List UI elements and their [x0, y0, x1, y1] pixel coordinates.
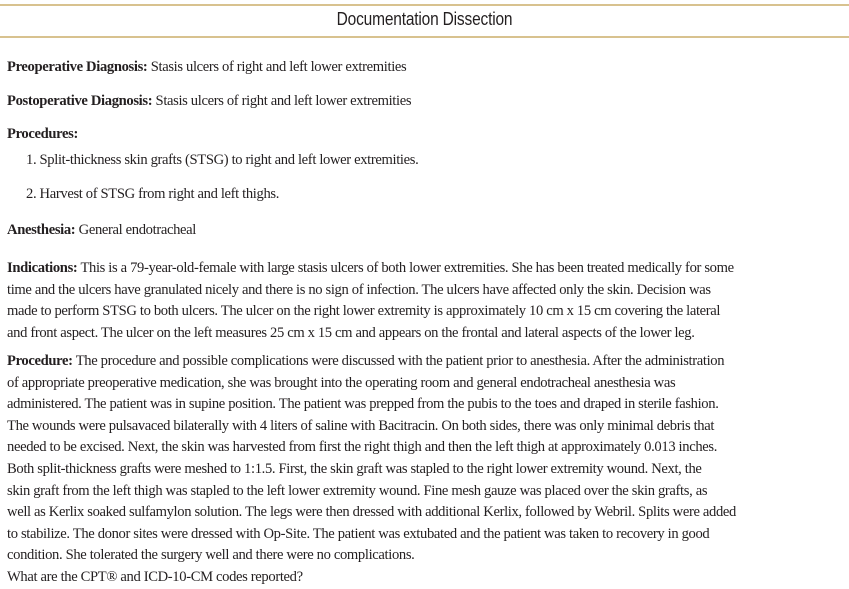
indications-label: Indications:	[7, 260, 78, 276]
procedures-label: Procedures:	[7, 126, 78, 142]
anesthesia-label: Anesthesia:	[7, 222, 76, 238]
text-line: condition. She tolerated the surgery well and there were no complications.	[7, 547, 415, 564]
procedure-item-2: 2. Harvest of STSG from right and left thighs.	[26, 186, 280, 202]
preop-label: Preoperative Diagnosis:	[7, 59, 148, 75]
text-line: well as Kerlix soaked sulfamylon solution. The legs were then dressed with additional Kerlix, followed by Webril. Splits were added	[7, 504, 736, 521]
procedures-item	[26, 150, 418, 172]
postop-text: Stasis ulcers of right and left lower extremities	[155, 93, 412, 109]
text-line: needed to be excised. Next, the skin was harvested from first the right thigh and then the left thigh at approximately 0.013 inches.	[7, 439, 718, 456]
anesthesia	[7, 220, 196, 242]
text-line: This is a 79-year-old-female with large stasis ulcers of both lower extremities. She has been treated medically for some	[80, 260, 734, 276]
indications-paragraph	[7, 258, 734, 344]
anesthesia-text: General endotracheal	[78, 222, 196, 238]
preop-text: Stasis ulcers of right and left lower extremities	[150, 59, 407, 75]
text-line: time and the ulcers have granulated nicely and there is no sign of infection. The ulcers have affected only the skin. Decision was	[7, 281, 711, 298]
procedure-label: Procedure:	[7, 353, 73, 369]
header-top-rule	[0, 4, 849, 6]
procedures-item	[26, 184, 279, 206]
text-line: The procedure and possible complications were discussed with the patient prior to anesthesia. After the administration	[75, 353, 725, 369]
text-line: of appropriate preoperative medication, she was brought into the operating room and general endotracheal anesthesia was	[7, 374, 676, 391]
preoperative-diagnosis	[7, 57, 406, 79]
text-line: to stabilize. The donor sites were dressed with Op-Site. The patient was extubated and the patient was taken to recovery in good	[7, 525, 710, 542]
page-title: Documentation Dissection	[336, 9, 513, 29]
procedures-label-block	[7, 124, 78, 146]
header-bottom-rule	[0, 36, 849, 38]
question-text: What are the CPT® and ICD-10-CM codes reported?	[7, 569, 303, 585]
text-line: made to perform STSG to both ulcers. The ulcer on the right lower extremity is approximately 10 cm x 15 cm covering the lateral	[7, 303, 721, 320]
postop-label: Postoperative Diagnosis:	[7, 93, 153, 109]
procedure-paragraph	[7, 351, 736, 567]
text-line: The wounds were pulsavaced bilaterally with 4 liters of saline with Bacitracin. On both sides, there was only minimal debris that	[7, 417, 715, 434]
text-line: skin graft from the left thigh was stapled to the left lower extremity wound. Fine mesh gauze was placed over the skin grafts, as	[7, 482, 708, 499]
text-line: Both split-thickness grafts were meshed to 1:1.5. First, the skin graft was stapled to the right lower extremity wound. Next, the	[7, 460, 702, 477]
postoperative-diagnosis	[7, 91, 411, 113]
text-line: and front aspect. The ulcer on the left measures 25 cm x 15 cm and appears on the frontal and lateral aspects of the lower leg.	[7, 324, 695, 341]
question	[7, 567, 303, 589]
procedure-item-1: 1. Split-thickness skin grafts (STSG) to right and left lower extremities.	[26, 152, 419, 168]
text-line: administered. The patient was in supine position. The patient was prepped from the pubis to the toes and draped in sterile fashion.	[7, 396, 719, 413]
